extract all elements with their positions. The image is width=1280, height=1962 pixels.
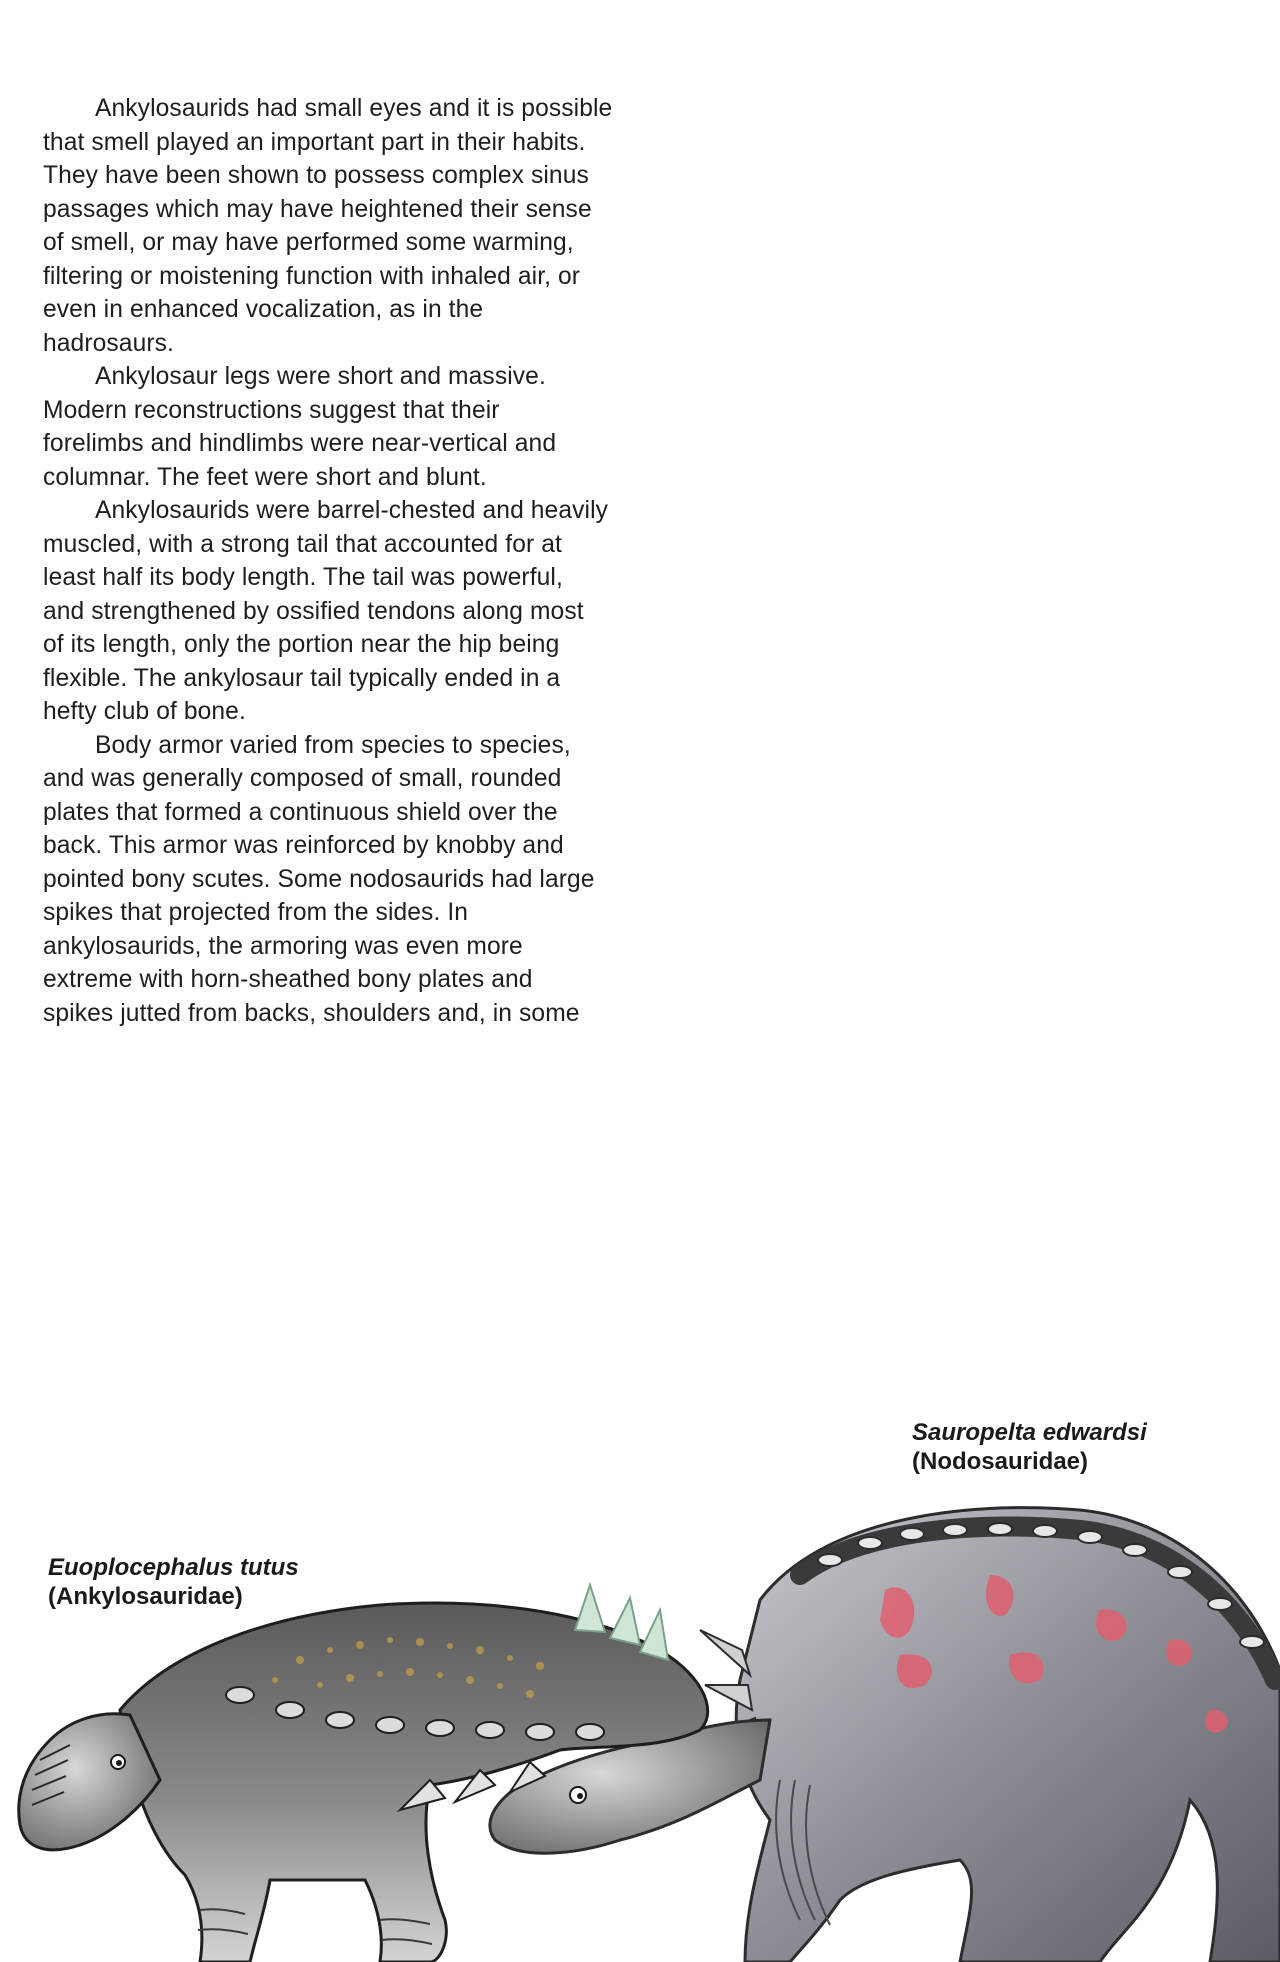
text-line: least half its body length. The tail was powerful, [43,564,563,591]
text-line: filtering or moistening function with inhaled air, or [43,262,581,290]
text-line: Ankylosaur legs were short and massive. [95,363,546,390]
caption-species: Euoplocephalus tutus [48,1554,299,1581]
caption-sauropelta [912,1418,1147,1476]
text-line: ankylosaurids, the armoring was even more [43,932,523,960]
text-line: pointed bony scutes. Some nodosaurids had large [43,865,595,893]
euoplocephalus-head [19,1714,160,1850]
text-line: columnar. The feet were short and blunt. [43,463,487,491]
euoplocephalus-pupil [116,1760,122,1766]
text-line: of smell, or may have performed some warming, [43,229,574,256]
text-line: muscled, with a strong tail that accounted for at [43,530,562,558]
text-line: plates that formed a continuous shield over the [43,798,558,826]
sauropelta-pupil [577,1793,583,1799]
caption-family: (Nodosauridae) [912,1448,1089,1475]
caption-species: Sauropelta edwardsi [912,1419,1147,1446]
text-line: and was generally composed of small, rounded [43,765,562,792]
text-line: Modern reconstructions suggest that their [43,396,500,424]
text-line: that smell played an important part in their habits. [43,128,586,156]
text-line: They have been shown to possess complex sinus [43,162,589,189]
text-line: of its length, only the portion near the hip being [43,631,560,658]
text-line: flexible. The ankylosaur tail typically ended in a [43,664,561,692]
text-line: spikes that projected from the sides. In [43,899,469,926]
text-line: passages which may have heightened their sense [43,195,592,223]
text-line: hefty club of bone. [43,698,246,725]
text-line: Ankylosaurids had small eyes and it is possible [95,95,613,122]
text-line: forelimbs and hindlimbs were near-vertical and [43,430,557,457]
caption-family: (Ankylosauridae) [48,1583,243,1610]
text-line: even in enhanced vocalization, as in the [43,296,484,323]
body-text [43,92,663,1030]
text-line: spikes jutted from backs, shoulders and, in some [43,999,580,1027]
text-line: and strengthened by ossified tendons along most [43,597,584,625]
text-line: Body armor varied from species to species, [95,731,571,759]
caption-euoplocephalus [48,1553,299,1611]
text-line: Ankylosaurids were barrel-chested and heavily [95,497,609,524]
text-line: extreme with horn-sheathed bony plates and [43,966,533,993]
text-line: back. This armor was reinforced by knobby and [43,832,564,859]
text-line: hadrosaurs. [43,329,174,357]
